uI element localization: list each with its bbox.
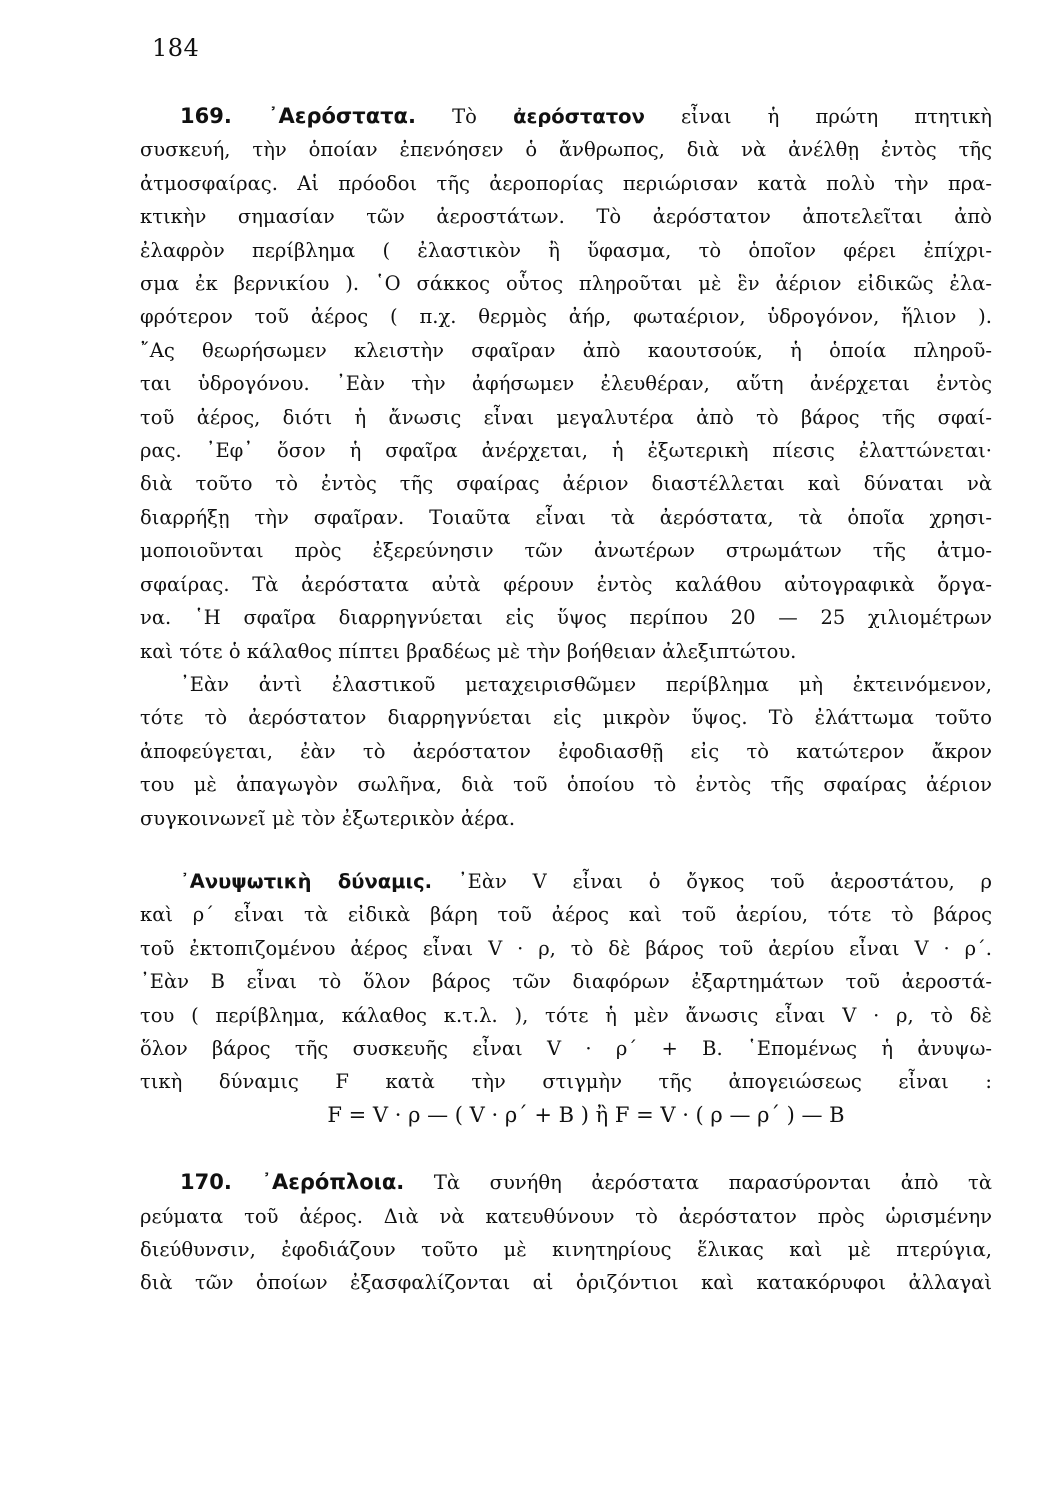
text-line-last: καὶ τότε ὁ κάλαθος πίπτει βραδέως μὲ τὴν βοήθειαν ἀλεξιπτώτου.: [140, 639, 797, 663]
text-line: τοῦ ἀέρος, διότι ἡ ἄνωσις εἶναι μεγαλυτέρα ἀπὸ τὸ βάρος τῆς σφαί-: [140, 405, 992, 429]
section-170-number: 170.: [180, 1170, 232, 1195]
text-line: ὅλον βάρος τῆς συσκευῆς εἶναι V · ρ΄ + Β. ῾Επομένως ἡ ἀνυψω-: [140, 1036, 992, 1060]
text-line: σφαίρας. Τὰ ἀερόστατα αὐτὰ φέρουν ἐντὸς καλάθου αὐτογραφικὰ ὄργα-: [140, 572, 992, 596]
page-number: 184: [152, 34, 200, 62]
section-169: [140, 100, 992, 835]
text-line: διαρρήξῃ τὴν σφαῖραν. Τοιαῦτα εἶναι τὰ ἀερόστατα, τὰ ὁποῖα χρησι-: [140, 505, 992, 529]
text-line: ᾿Εὰν Β εἶναι τὸ ὅλον βάρος τῶν διαφόρων ἐξαρτημάτων τοῦ ἀεροστά-: [140, 970, 992, 994]
text-line: κτικὴν σημασίαν τῶν ἀεροστάτων. Τὸ ἀερόστατον ἀποτελεῖται ἀπὸ: [140, 205, 992, 229]
text-line: μοποιοῦνται πρὸς ἐξερεύνησιν τῶν ἀνωτέρων στρωμάτων τῆς ἀτμο-: [140, 539, 992, 563]
text-line: να. ῾Η σφαῖρα διαρρηγνύεται εἰς ὕψος περίπου 20 — 25 χιλιομέτρων: [140, 606, 992, 630]
text-line: ἀποφεύγεται, ἐὰν τὸ ἀερόστατον ἐφοδιασθῇ εἰς τὸ κατώτερον ἄκρον: [140, 739, 992, 763]
section-170-line1-post: Τὰ συνήθη ἀερόστατα παρασύρονται ἀπὸ τὰ: [404, 1171, 992, 1195]
lift-section: [140, 865, 992, 1132]
text-line: τότε τὸ ἀερόστατον διαρρηγνύεται εἰς μικρὸν ὕψος. Τὸ ἐλάττωμα τοῦτο: [140, 706, 992, 730]
section-169-number: 169.: [180, 104, 232, 128]
text-line: ἐλαφρὸν περίβλημα ( ἐλαστικὸν ἢ ὕφασμα, τὸ ὁποῖον φέρει ἐπίχρι-: [140, 238, 992, 262]
lift-section-heading: ᾿Ανυψωτικὴ δύναμις.: [180, 869, 433, 893]
section-170: [140, 1166, 992, 1300]
text-line: διὰ τοῦτο τὸ ἐντὸς τῆς σφαίρας ἀέριον διαστέλλεται καὶ δύναται νὰ: [140, 472, 992, 496]
text-line: διὰ τῶν ὁποίων ἐξασφαλίζονται αἱ ὁριζόντιοι καὶ κατακόρυφοι ἀλλαγαὶ: [140, 1271, 992, 1295]
text-line: τοῦ ἐκτοπιζομένου ἀέρος εἶναι V · ρ, τὸ δὲ βάρος τοῦ ἀερίου εἶναι V · ρ΄.: [140, 936, 992, 960]
lift-section-line1-post: ᾿Εὰν V εἶναι ὁ ὄγκος τοῦ ἀεροστάτου, ρ: [432, 869, 992, 893]
section-169-first-line: [140, 100, 992, 133]
text-line: του ( περίβλημα, κάλαθος κ.τ.λ. ), τότε ἡ μὲν ἄνωσις εἶναι V · ρ, τὸ δὲ: [140, 1003, 992, 1027]
text-line: ῎Ας θεωρήσωμεν κλειστὴν σφαῖραν ἀπὸ καουτσούκ, ἡ ὁποία πληροῦ-: [140, 338, 992, 362]
text-line: τικὴ δύναμις F κατὰ τὴν στιγμὴν τῆς ἀπογειώσεως εἶναι :: [140, 1070, 992, 1094]
section-169-line1-post: εἶναι ἡ πρώτη πτητικὴ: [644, 105, 992, 128]
text-line: φρότερον τοῦ ἀέρος ( π.χ. θερμὸς ἀήρ, φωταέριον, ὑδρογόνον, ἥλιον ).: [140, 305, 992, 329]
text-line: διεύθυνσιν, ἐφοδιάζουν τοῦτο μὲ κινητηρίους ἕλικας καὶ μὲ πτερύγια,: [140, 1238, 992, 1261]
text-line: ἀτμοσφαίρας. Αἱ πρόοδοι τῆς ἀεροπορίας περιώρισαν κατὰ πολὺ τὴν πρα-: [140, 171, 992, 195]
text-line: ται ὑδρογόνου. ᾿Εὰν τὴν ἀφήσωμεν ἐλευθέραν, αὕτη ἀνέρχεται ἐντὸς: [140, 372, 992, 396]
text-line: ᾿Εὰν ἀντὶ ἐλαστικοῦ μεταχειρισθῶμεν περίβλημα μὴ ἐκτεινόμενον,: [180, 672, 992, 696]
section-170-title: ᾿Αερόπλοια.: [261, 1170, 405, 1195]
lift-section-first-line: [140, 865, 992, 898]
text-line-last: συγκοινωνεῖ μὲ τὸν ἐξωτερικὸν ἀέρα.: [140, 806, 516, 830]
text-line: καὶ ρ΄ εἶναι τὰ εἰδικὰ βάρη τοῦ ἀέρος καὶ τοῦ ἀερίου, τότε τὸ βάρος: [140, 903, 992, 927]
text-line: ρεύματα τοῦ ἀέρος. Διὰ νὰ κατευθύνουν τὸ ἀερόστατον πρὸς ὡρισμένην: [140, 1204, 992, 1228]
text-line: ρας. ᾿Εφ᾿ ὅσον ἡ σφαῖρα ἀνέρχεται, ἡ ἐξωτερικὴ πίεσις ἐλαττώνεται·: [140, 439, 992, 463]
lift-formula: F = V · ρ — ( V · ρ΄ + Β ) ἢ F = V · ( ρ — ρ΄ ) — Β: [327, 1102, 845, 1127]
page-body: [140, 100, 992, 1300]
term-aerostaton: ἀερόστατον: [513, 105, 645, 128]
section-169-title: ᾿Αερόστατα.: [268, 104, 416, 128]
text-line: του μὲ ἀπαγωγὸν σωλῆνα, διὰ τοῦ ὁποίου τὸ ἐντὸς τῆς σφαίρας ἀέριον: [140, 773, 992, 797]
section-169-line1-pre: Τὸ: [452, 105, 514, 128]
text-line: συσκευή, τὴν ὁποίαν ἐπενόησεν ὁ ἄνθρωπος, διὰ νὰ ἀνέλθῃ ἐντὸς τῆς: [140, 138, 992, 162]
text-line: σμα ἐκ βερνικίου ). ῾Ο σάκκος οὗτος πληροῦται μὲ ἓν ἀέριον εἰδικῶς ἐλα-: [140, 272, 992, 296]
section-170-first-line: [140, 1166, 992, 1199]
